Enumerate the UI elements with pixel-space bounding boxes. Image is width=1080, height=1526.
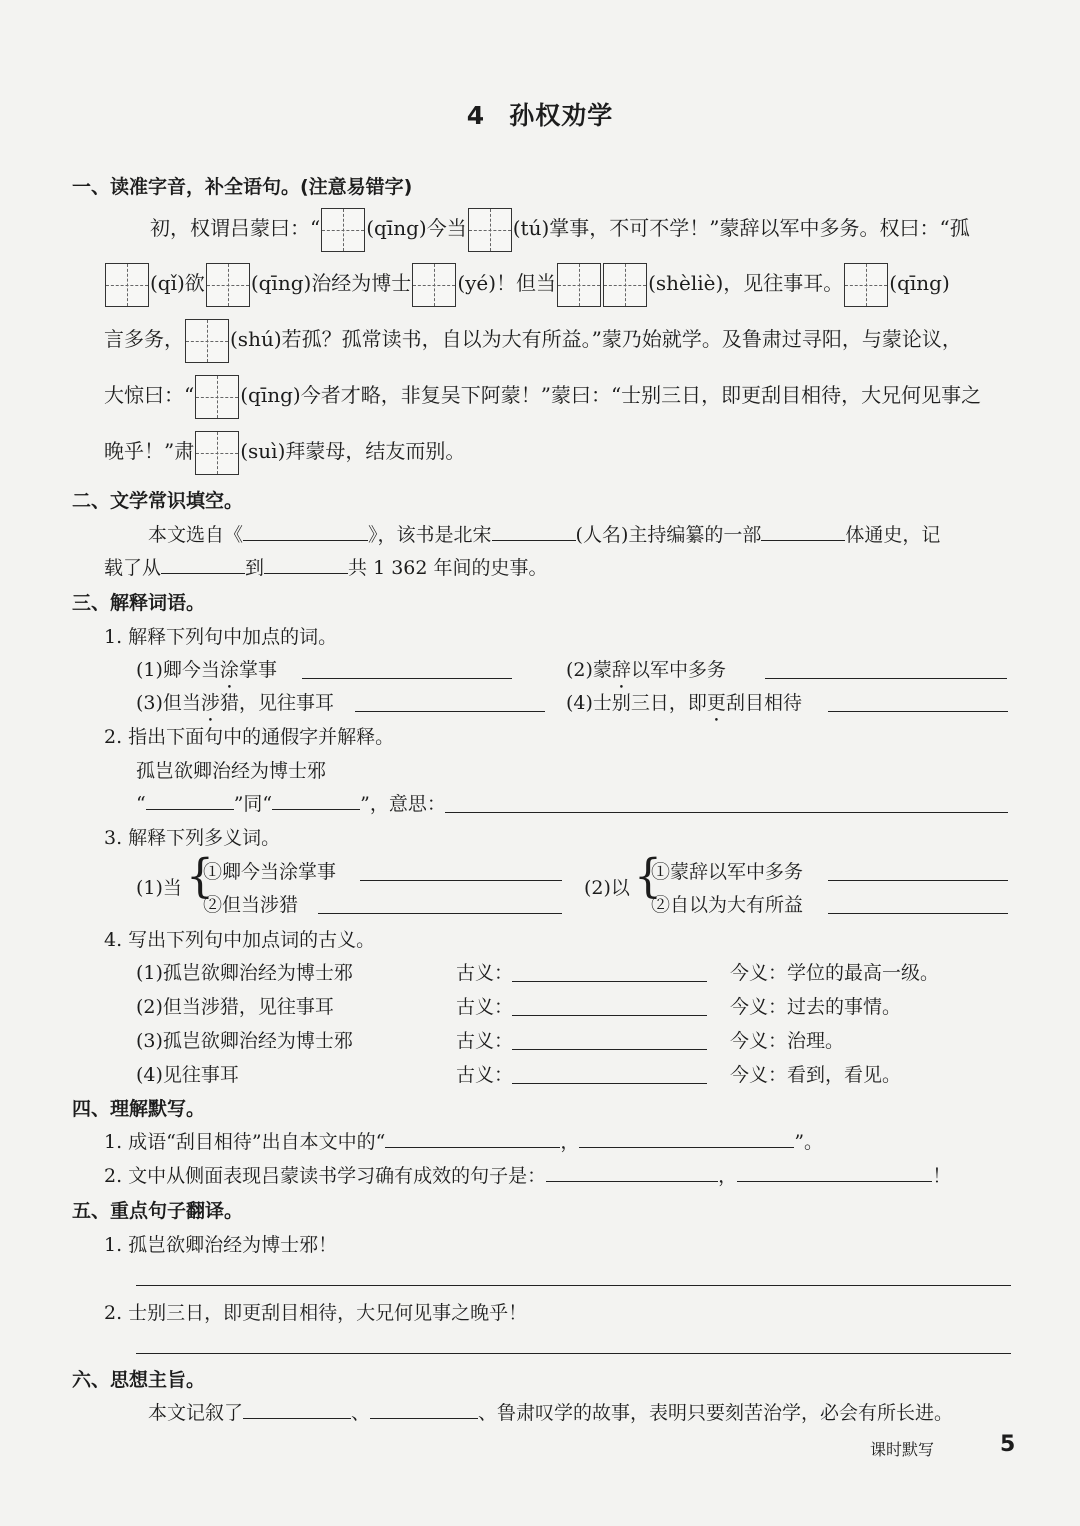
gu-label: 古义： [456,1064,514,1086]
answer-line[interactable] [445,812,1008,813]
write-box[interactable] [195,375,239,419]
write-box[interactable] [557,263,601,307]
section-2-heading: 二、文学常识填空。 [72,490,244,512]
section-5-heading: 五、重点句子翻译。 [72,1200,244,1222]
answer-line[interactable] [828,880,1008,881]
s3-q4-item: (3)孤岂欲卿治经为博士邪 [136,1030,353,1052]
brace-icon: { [634,849,662,904]
gu-label: 古义： [456,996,514,1018]
answer-blank[interactable] [370,1398,478,1419]
write-box[interactable] [468,208,512,252]
answer-line[interactable] [828,711,1008,712]
s4-q1: 1. 成语“刮目相待”出自本文中的“ ， ”。 [104,1127,823,1154]
lesson-number: 4 [466,101,486,130]
s1-line-5: 晚乎！”肃 (suì)拜蒙母，结友而别。 [104,428,465,474]
write-box[interactable] [195,431,239,475]
s3-q3-1-b: ②但当涉猎 [203,894,299,916]
s3-q4-item: (1)孤岂欲卿治经为博士邪 [136,962,353,984]
answer-line[interactable] [136,1353,1011,1354]
s1-line-1: 初，权谓吕蒙曰：“ (qīng)今当 (tú)掌事，不可不学！”蒙辞以军中多务。权曰：“孤 [150,205,970,251]
answer-blank[interactable] [264,553,348,574]
s3-q1-4: (4)士别三日，即更刮目相待 [566,692,802,714]
answer-line[interactable] [360,880,562,881]
section-6-heading: 六、思想主旨。 [72,1369,206,1391]
write-box[interactable] [321,208,365,252]
footer-label: 课时默写 [870,1440,935,1459]
s3-q4-item: (2)但当涉猎，见往事耳 [136,996,334,1018]
s3-q3-2-a: ①蒙辞以军中多务 [651,861,804,883]
s3-q2-sentence: 孤岂欲卿治经为博士邪 [136,760,327,782]
lesson-title: 孙权劝学 [509,101,614,130]
page-title [0,96,1080,132]
s3-q1-1: (1)卿今当涂掌事 [136,659,277,681]
write-box[interactable] [603,263,647,307]
s3-q3-1-a: ①卿今当涂掌事 [203,861,337,883]
answer-line[interactable] [828,913,1008,914]
gu-label: 古义： [456,962,514,984]
answer-line[interactable] [512,1083,707,1084]
write-box[interactable] [412,263,456,307]
answer-blank[interactable] [737,1161,932,1182]
answer-line[interactable] [512,981,707,982]
s2-line-2: 载了从 到 共 1 362 年间的史事。 [104,553,548,580]
section-4-heading: 四、理解默写。 [72,1098,206,1120]
s3-q1: 1. 解释下列句中加点的词。 [104,626,338,648]
s3-q3-2-label: (2)以 [584,877,630,899]
answer-line[interactable] [302,678,512,679]
s3-q2-fill: “ ”同“ ”，意思： [136,789,446,816]
s3-q4: 4. 写出下列句中加点词的古义。 [104,929,376,951]
jin-label: 今义：治理。 [730,1030,845,1052]
section-1-heading: 一、读准字音，补全语句。(注意易错字) [72,176,413,198]
answer-blank[interactable] [146,789,234,810]
answer-line[interactable] [765,678,1007,679]
s2-line-1: 本文选自《 》，该书是北宋 (人名)主持编纂的一部 体通史，记 [148,520,940,547]
jin-label: 今义：看到，看见。 [730,1064,902,1086]
write-box[interactable] [105,263,149,307]
answer-line[interactable] [355,711,545,712]
answer-line[interactable] [318,913,562,914]
s1-line-2: (qǐ)欲 (qīng)治经为博士 (yé)！但当 (shèliè)，见往事耳。 (qīng) [104,260,950,306]
answer-line[interactable] [136,1285,1011,1286]
s3-q3-2-b: ②自以为大有所益 [651,894,804,916]
s3-q1-3: (3)但当涉猎，见往事耳 [136,692,334,714]
s4-q2: 2. 文中从侧面表现吕蒙读书学习确有成效的句子是： ， ！ [104,1161,951,1188]
answer-line[interactable] [512,1015,707,1016]
answer-blank[interactable] [272,789,360,810]
s3-q4-item: (4)见往事耳 [136,1064,239,1086]
answer-line[interactable] [512,1049,707,1050]
gu-label: 古义： [456,1030,514,1052]
answer-blank[interactable] [492,520,576,541]
page-number: 5 [1000,1432,1016,1457]
s1-line-4: 大惊曰：“ (qīng)今者才略，非复吴下阿蒙！”蒙曰：“士别三日，即更刮目相待，大兄何见事之 [104,372,981,418]
answer-blank[interactable] [161,553,245,574]
s5-q2: 2. 士别三日，即更刮目相待，大兄何见事之晚乎！ [104,1302,528,1324]
s3-q2: 2. 指出下面句中的通假字并解释。 [104,726,395,748]
s1-line-3: 言多务， (shú)若孤？孤常读书，自以为大有所益。”蒙乃始就学。及鲁肃过寻阳，与蒙论议， [104,316,962,362]
s3-q1-2: (2)蒙辞以军中多务 [566,659,726,681]
s3-q3: 3. 解释下列多义词。 [104,827,281,849]
write-box[interactable] [185,319,229,363]
answer-blank[interactable] [243,520,368,541]
s6-line: 本文记叙了 、 、鲁肃叹学的故事，表明只要刻苦治学，必会有所长进。 [148,1398,953,1425]
section-3-heading: 三、解释词语。 [72,592,206,614]
answer-blank[interactable] [546,1161,718,1182]
jin-label: 今义：学位的最高一级。 [730,962,940,984]
answer-blank[interactable] [761,520,845,541]
write-box[interactable] [206,263,250,307]
jin-label: 今义：过去的事情。 [730,996,902,1018]
write-box[interactable] [844,263,888,307]
answer-blank[interactable] [579,1127,794,1148]
brace-icon: { [186,849,214,904]
answer-blank[interactable] [385,1127,560,1148]
s3-q3-1-label: (1)当 [136,877,182,899]
answer-blank[interactable] [243,1398,351,1419]
s5-q1: 1. 孤岂欲卿治经为博士邪！ [104,1234,338,1256]
